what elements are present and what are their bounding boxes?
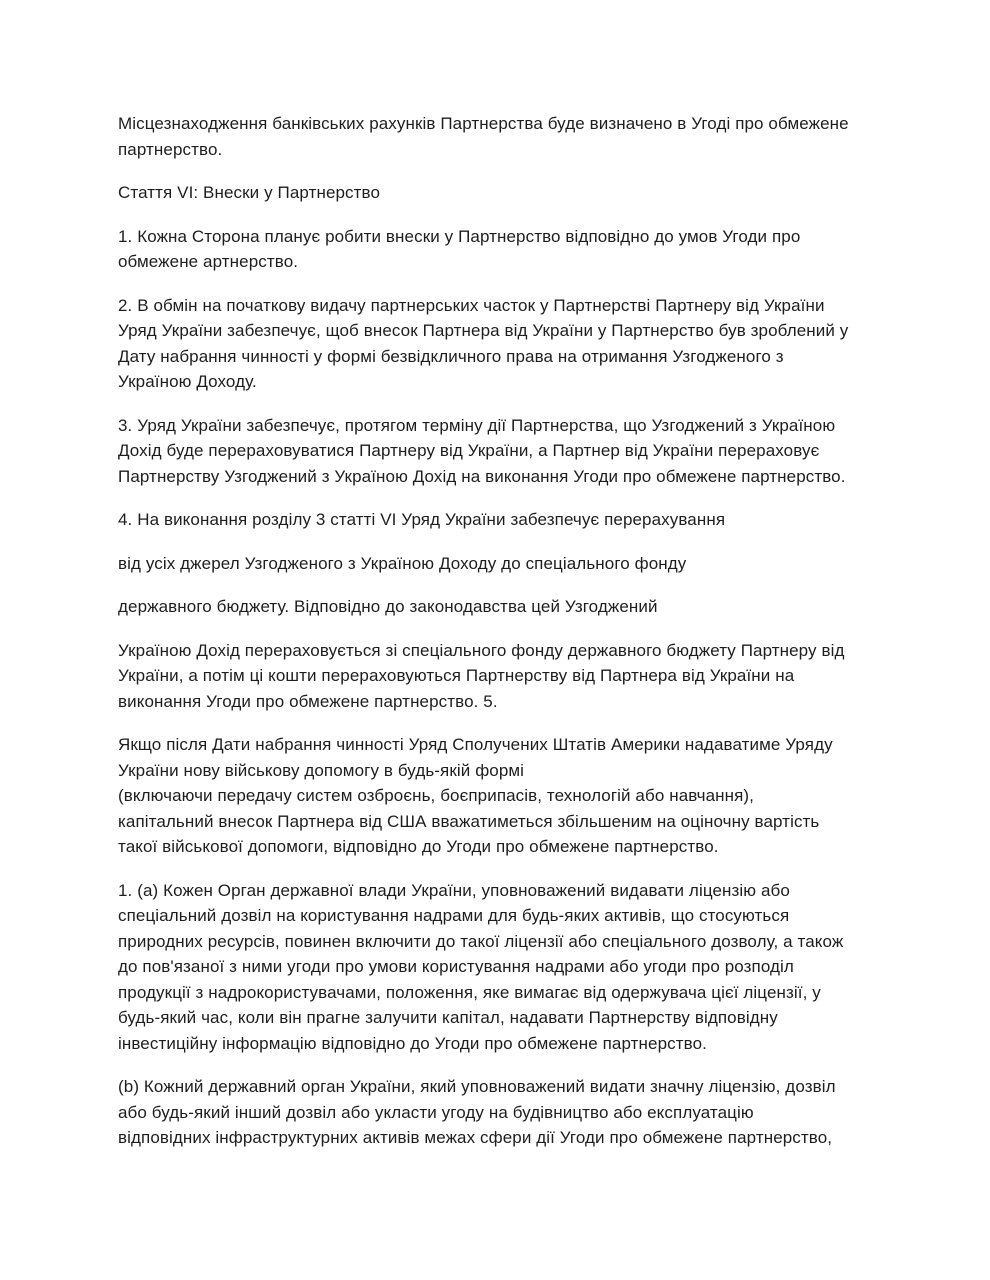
text-line: 1. (а) Кожен Орган державної влади України, уповноважений видавати ліцензію або <box>118 880 790 900</box>
text-line: (включаючи передачу систем озброєнь, боєприпасів, технологій або навчання), <box>118 786 754 805</box>
text-line: Місцезнаходження банківських рахунків Партнерства буде визначено в Угоді про обмежене <box>118 114 849 133</box>
text-line: спеціальний дозвіл на користування надрами для будь-яких активів, що стосуються <box>118 906 790 925</box>
paragraph <box>118 413 898 490</box>
text-line: 4. На виконання розділу 3 статті VI Уряд України забезпечує перерахування <box>118 510 726 529</box>
text-line: України нову військову допомогу в будь-якій формі <box>118 760 525 780</box>
text-line: такої військової допомоги, відповідно до Угоди про обмежене партнерство. <box>118 837 719 856</box>
text-line: державного бюджету. Відповідно до законодавства цей Узгоджений <box>118 597 658 616</box>
text-line: обмежене артнерство. <box>118 252 299 271</box>
paragraph <box>118 594 898 620</box>
text-line: відповідних інфраструктурних активів межах сфери дії Угоди про обмежене партнерство, <box>118 1128 833 1147</box>
text-line: Дату набрання чинності у формі безвідкличного права на отримання Узгодженого з <box>118 346 784 366</box>
paragraph <box>118 111 898 162</box>
text-line: інвестиційну інформацію відповідно до Угоди про обмежене партнерство. <box>118 1033 707 1053</box>
text-line: Якщо після Дати набрання чинності Уряд Сполучених Штатів Америки надаватиме Уряду <box>118 735 833 754</box>
paragraph <box>118 1074 898 1151</box>
text-line: до пов'язаної з ними угоди про умови користування надрами або угоди про розподіл <box>118 957 794 976</box>
text-line: партнерство. <box>118 139 223 159</box>
text-line: Україною Доходу. <box>118 372 257 391</box>
text-line: продукції з надрокористувачами, положення, яке вимагає від одержувача цієї ліцензії, у <box>118 982 821 1002</box>
text-line: або будь-який інший дозвіл або укласти угоду на будівництво або експлуатацію <box>118 1102 754 1122</box>
text-line: України, а потім ці кошти перераховуються Партнерству від Партнера від України на <box>118 666 795 685</box>
text-line: капітальний внесок Партнера від США вважатиметься збільшеним на оціночну вартість <box>118 811 820 831</box>
paragraph <box>118 638 898 715</box>
paragraph <box>118 293 898 395</box>
paragraph <box>118 224 898 275</box>
text-line: 1. Кожна Сторона планує робити внески у Партнерство відповідно до умов Угоди про <box>118 226 801 246</box>
paragraph <box>118 878 898 1057</box>
text-line: від усіх джерел Узгодженого з Україною Доходу до спеціального фонду <box>118 553 687 573</box>
text-line: природних ресурсів, повинен включити до такої ліцензії або спеціального дозволу, а також <box>118 931 844 951</box>
text-line: 3. Уряд України забезпечує, протягом терміну дії Партнерства, що Узгоджений з Україною <box>118 415 836 435</box>
text-line: (b) Кожний державний орган України, який уповноважений видати значну ліцензію, дозвіл <box>118 1077 836 1096</box>
text-line: Дохід буде перераховуватися Партнеру від України, а Партнер від України перераховує <box>118 441 820 460</box>
document-text-block <box>118 111 898 1169</box>
text-line: Партнерству Узгоджений з Україною Дохід на виконання Угоди про обмежене партнерство. <box>118 466 846 486</box>
text-line: будь-який час, коли він прагне залучити капітал, надавати Партнерству відповідну <box>118 1008 778 1027</box>
paragraph <box>118 732 898 860</box>
text-line: Стаття VI: Внески у Партнерство <box>118 183 381 202</box>
paragraph <box>118 507 898 533</box>
text-line: 2. В обмін на початкову видачу партнерських часток у Партнерстві Партнеру від України <box>118 295 825 315</box>
text-line: виконання Угоди про обмежене партнерство. 5. <box>118 691 498 711</box>
text-line: Україною Дохід перераховується зі спеціального фонду державного бюджету Партнеру від <box>118 640 845 660</box>
text-line: Уряд України забезпечує, щоб внесок Партнера від України у Партнерство був зроблений у <box>118 321 849 340</box>
paragraph <box>118 551 898 577</box>
section-heading <box>118 180 898 206</box>
